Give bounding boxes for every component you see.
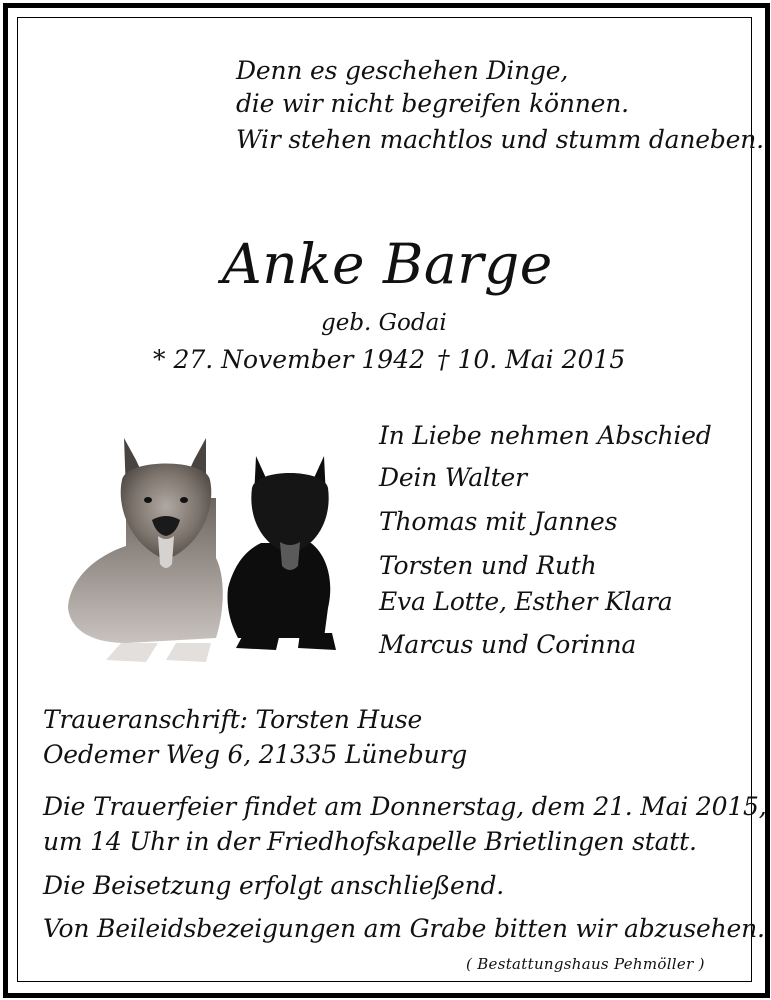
motto-line-2: die wir nicht begreifen können.	[236, 89, 629, 118]
mourner-walter: Dein Walter	[379, 463, 527, 492]
dogs-photo	[66, 438, 348, 672]
condolence-line: Von Beileidsbezeigungen am Grabe bitten wir abzusehen.	[43, 914, 765, 943]
undertaker: ( Bestattungshaus Pehmöller )	[466, 955, 705, 973]
sable-dog	[68, 438, 223, 662]
ceremony-line-1: Die Trauerfeier findet am Donnerstag, dem 21. Mai 2015,	[43, 792, 767, 821]
mourner-torsten: Torsten und Ruth	[379, 551, 597, 580]
motto-line-1: Denn es geschehen Dinge,	[236, 56, 569, 85]
mourner-intro: In Liebe nehmen Abschied	[379, 421, 712, 450]
maiden-name: geb. Godai	[321, 310, 447, 336]
burial-line: Die Beisetzung erfolgt anschließend.	[43, 871, 505, 900]
deceased-name: Anke Barge	[222, 232, 553, 296]
address-line-1: Traueranschrift: Torsten Huse	[43, 705, 423, 734]
birth-date: * 27. November 1942	[153, 345, 426, 374]
mourner-eva: Eva Lotte, Esther Klara	[379, 587, 673, 616]
mourner-marcus: Marcus und Corinna	[379, 630, 637, 659]
death-date: † 10. Mai 2015	[437, 345, 626, 374]
ceremony-line-2: um 14 Uhr in der Friedhofskapelle Brietlingen statt.	[43, 827, 697, 856]
address-line-2: Oedemer Weg 6, 21335 Lüneburg	[43, 740, 468, 769]
motto-line-3: Wir stehen machtlos und stumm daneben.	[236, 125, 764, 154]
mourner-thomas: Thomas mit Jannes	[379, 507, 618, 536]
black-dog	[227, 456, 336, 650]
